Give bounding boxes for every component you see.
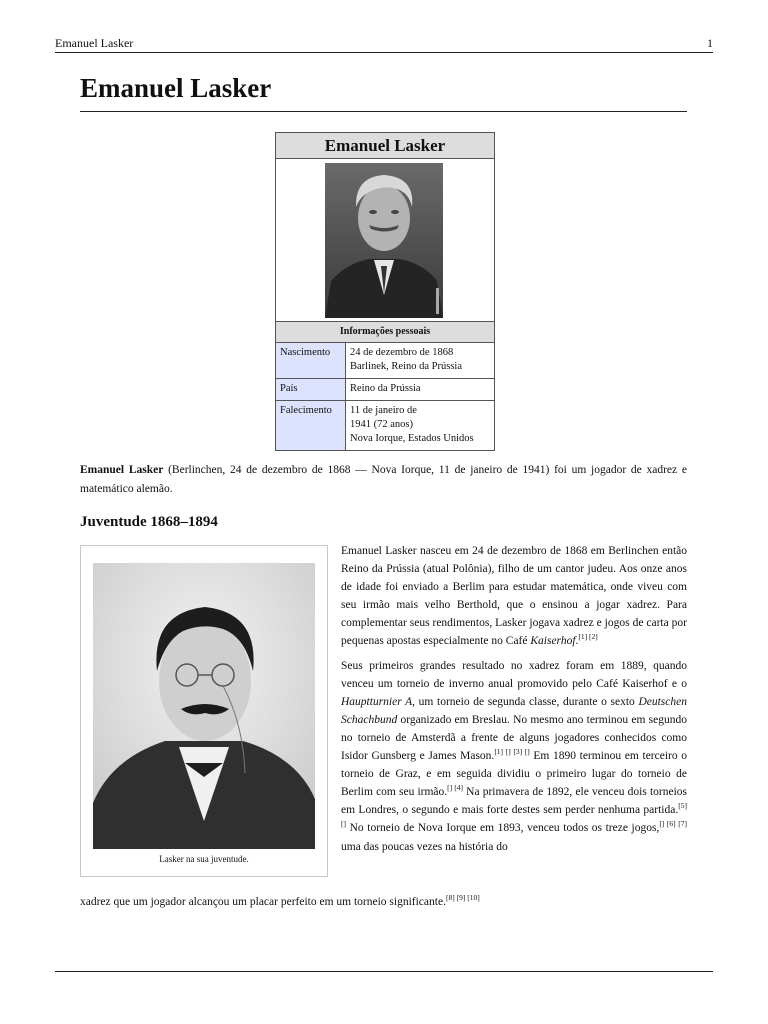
infobox-label: País [276,379,346,400]
p2-italic-2: Deutschen Schachbund [341,695,687,726]
infobox-label: Nascimento [276,343,346,378]
value-line: Nova Iorque, Estados Unidos [350,433,474,444]
infobox-value [346,379,494,400]
figure [80,545,328,877]
p2-text-b: , um torneio de segunda classe, durante o sexto [412,695,639,708]
paragraph-2 [341,657,687,856]
portrait-photo [325,163,443,318]
running-header-title: Emanuel Lasker [55,36,134,50]
reference-marker[interactable]: [8] [9] [10] [445,893,480,903]
running-header [55,36,713,53]
p1-italic: Kaiserhof [530,635,576,648]
infobox-value [346,401,494,450]
p1-end: . [575,635,579,648]
infobox-row-birth [276,343,494,379]
reference-marker[interactable]: [] [6] [7] [659,819,687,829]
paragraph-2-continued [80,893,687,911]
p2-italic-1: Hauptturnier A [341,695,413,708]
section-heading: Juventude 1868–1894 [80,514,218,530]
lead-paragraph [80,461,687,499]
figure-caption: Lasker na sua juventude. [159,854,249,864]
value-line: 1941 (72 anos) [350,419,413,430]
paragraph-1 [341,542,687,651]
infobox-row-death [276,401,494,450]
p2-text-c: organizado em Breslau. No mesmo ano terminou em segundo no torneio de Amsterdã a frente de alguns jogadores conhecidos como Isidor Gunsberg e James Mason. [341,713,687,763]
infobox-row-country [276,379,494,401]
infobox-title: Emanuel Lasker [276,133,494,159]
value-line: 11 de janeiro de [350,405,417,416]
infobox-value [346,343,494,378]
infobox-label: Falecimento [276,401,346,450]
p2-text-e: Na primavera de 1892, ele venceu dois torneios em Londres, o segundo e mais forte destes sem perder nenhuma partida. [341,786,687,817]
reference-marker[interactable]: [1] [] [3] [] [494,747,530,757]
reference-marker[interactable]: [1] [2] [578,632,598,642]
infobox [275,132,495,451]
youth-portrait-photo [93,563,315,849]
p2-text-a: Seus primeiros grandes resultado no xadrez foram em 1889, quando venceu um torneio de inverno anual promovido pelo Café Kaiserhof e o [341,659,687,690]
value-line: Barlinek, Reino da Prússia [350,361,462,372]
page-number: 1 [707,36,713,50]
value-line: 24 de dezembro de 1868 [350,347,454,358]
infobox-section-heading: Informações pessoais [276,322,494,343]
reference-marker[interactable]: [5] [] [341,801,687,829]
value-line: Reino da Prússia [350,383,421,394]
body-column [341,542,687,862]
reference-marker[interactable]: [] [4] [447,783,464,793]
p2-continued-text: xadrez que um jogador alcançou um placar perfeito em um torneio significante. [80,896,446,908]
p2-text-f: No torneio de Nova Iorque em 1893, venceu todos os treze jogos, [346,822,660,835]
page-title: Emanuel Lasker [80,72,687,112]
bottom-rule [55,971,713,972]
lead-name: Emanuel Lasker [80,464,164,476]
lead-text: (Berlinchen, 24 de dezembro de 1868 — Nova Iorque, 11 de janeiro de 1941) foi um jogador de xadrez e matemático alemão. [80,464,687,495]
infobox-photo [276,159,494,322]
p2-text-d: Em 1890 terminou em terceiro o torneio de Graz, e em seguida dividiu o primeiro lugar do torneio de Berlim com seu irmão. [341,750,687,799]
p1-text: Emanuel Lasker nasceu em 24 de dezembro de 1868 em Berlinchen então Reino da Prússia (atual Polônia), filho de um cantor judeu. Aos onze anos de idade foi enviado a Berlim para estudar matemática, onde viveu com seu irmão mais velho Berthold, que o ensinou a jogar xadrez. Para complementar seus rendimentos, Lasker jogava xadrez e jogos de carta por pequenas apostas especialmente no Café [341,545,687,648]
p2-text-g: uma das poucas vezes na história do [341,840,508,853]
